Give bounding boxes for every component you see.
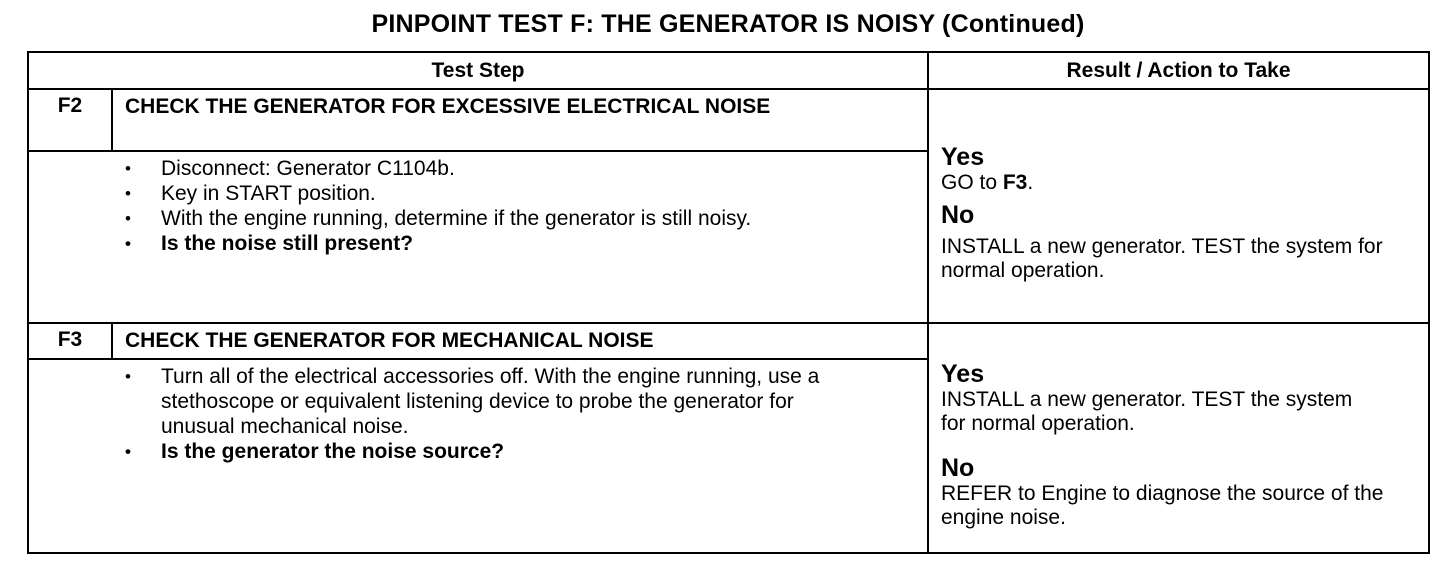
step-question: • Is the noise still present? (29, 231, 917, 256)
step-id: F3 (28, 323, 112, 359)
list-item: • Turn all of the electrical accessories off. With the engine running, use a stethoscope or equivalent listening device to probe the generator for unusual mechanical noise. (29, 364, 837, 439)
result-no-text: REFER to Engine to diagnose the source of the engine noise. (941, 482, 1384, 529)
list-item: • With the engine running, determine if the generator is still noisy. (29, 206, 917, 231)
list-item: • Disconnect: Generator C1104b. (29, 156, 917, 181)
result-no-label: No (941, 201, 975, 229)
result-cell (928, 323, 1429, 553)
step-heading-row (28, 89, 1429, 151)
step-question: • Is the generator the noise source? (29, 439, 837, 464)
result-no-text: INSTALL a new generator. TEST the system for normal operation. (941, 235, 1383, 282)
result-yes-label: Yes (941, 360, 985, 388)
step-body (28, 151, 928, 323)
result-no-label: No (941, 454, 975, 482)
step-body (28, 359, 928, 553)
table-header-row (28, 52, 1429, 89)
result-cell (928, 89, 1429, 323)
page-title: PINPOINT TEST F: THE GENERATOR IS NOISY (Continued) (371, 10, 1085, 38)
result-yes-text: INSTALL a new generator. TEST the system for normal operation. (941, 388, 1353, 435)
column-header-result: Result / Action to Take (928, 52, 1429, 89)
step-bullet-list (29, 364, 917, 464)
list-item: • Key in START position. (29, 181, 917, 206)
step-heading: CHECK THE GENERATOR FOR EXCESSIVE ELECTRICAL NOISE (112, 89, 928, 151)
result-yes-text (941, 171, 1416, 195)
result-yes-label: Yes (941, 143, 985, 171)
result-yes-suffix: . (1027, 171, 1034, 194)
result-yes-prefix: GO to (941, 171, 1003, 194)
result-yes-ref: F3 (1002, 171, 1028, 194)
step-heading: CHECK THE GENERATOR FOR MECHANICAL NOISE (112, 323, 928, 359)
step-bullet-list (29, 156, 917, 256)
step-heading-row (28, 323, 1429, 359)
pinpoint-test-table (27, 51, 1430, 554)
step-id: F2 (28, 89, 112, 151)
column-header-test-step: Test Step (28, 52, 928, 89)
